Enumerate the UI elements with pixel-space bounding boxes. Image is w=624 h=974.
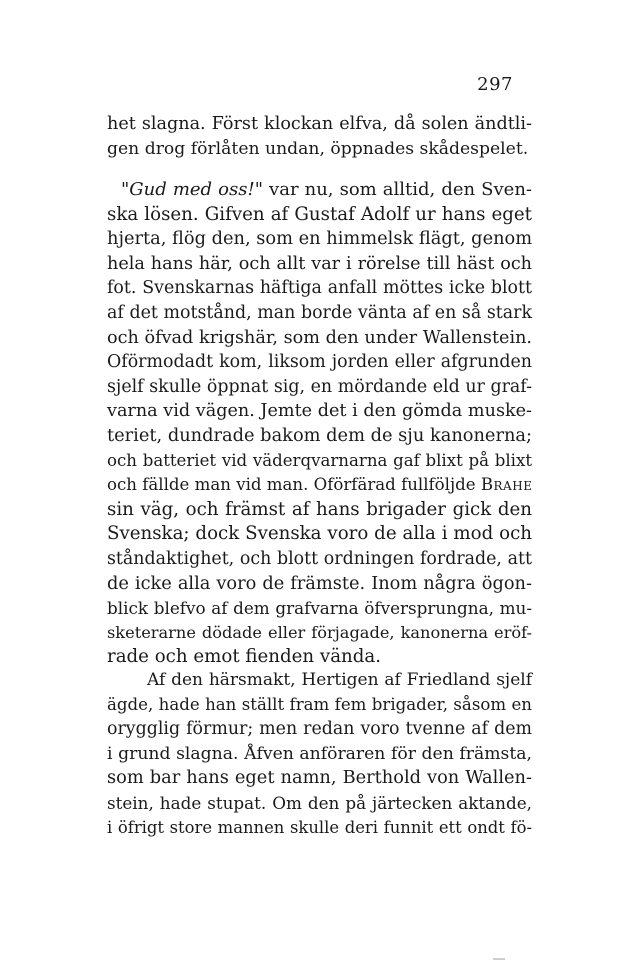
print-mark xyxy=(493,958,505,960)
text-line: rade och emot fienden vända. xyxy=(107,646,382,668)
italic-phrase: Gud med oss! xyxy=(129,179,255,200)
text-line: och öfvad krigshär, som den under Wallenstein. xyxy=(107,327,532,348)
text-line: Oförmodadt kom, liksom jorden eller afgrunden xyxy=(107,352,532,373)
text-line: gen drog förlåten undan, öppnades skådespelet. xyxy=(107,138,529,159)
text-line: som bar hans eget namn, Berthold von Wallen- xyxy=(107,767,532,789)
paragraph-3 xyxy=(107,668,532,840)
text-line: af det motstånd, man borde vänta af en så stark xyxy=(107,302,532,323)
text-line: het slagna. Först klockan elfva, då solen ändtli- xyxy=(107,114,532,134)
text-line: orygglig förmur; men redan voro tvenne af dem xyxy=(107,719,532,740)
open-quote: " xyxy=(121,179,130,200)
text-line: hjerta, flög den, som en himmelsk flägt, genom xyxy=(107,228,533,250)
text-line: sketerarne dödade eller förjagade, kanonerna eröf- xyxy=(107,622,532,642)
text-line: sjelf skulle öppnat sig, en mördande eld ur graf- xyxy=(107,376,532,397)
text-line: ägde, hade han ställt fram fem brigader, såsom en xyxy=(107,694,532,714)
text-line: blick blefvo af dem grafvarna öfversprungna, mu- xyxy=(107,598,532,619)
quote-rest: " var nu, som alltid, den Sven- xyxy=(254,179,532,200)
text-line: sin väg, och främst af hans brigader gick den xyxy=(107,498,532,520)
text-line: hela hans här, och allt var i rörelse till häst och xyxy=(107,253,532,274)
text-line-brahe xyxy=(107,473,532,498)
text-line: ska lösen. Gifven af Gustaf Adolf ur hans eget xyxy=(107,203,532,225)
text-line-quote xyxy=(107,178,532,203)
text-line: i öfrigt store mannen skulle deri funnit ett ondt fö- xyxy=(107,817,532,837)
text-line: de icke alla voro de främste. Inom några ögon- xyxy=(107,572,532,594)
text-line: teriet, dundrade bakom dem de sju kanonerna; xyxy=(107,424,532,446)
text-line: varna vid vägen. Jemte det i den gömda muske- xyxy=(107,401,532,422)
page-number: 297 xyxy=(477,74,513,95)
brahe-line-text: och fällde man vid man. Oförfärad fullföljde xyxy=(107,475,481,495)
paragraph-2 xyxy=(107,178,532,670)
text-line: fot. Svenskarnas häftiga anfall möttes icke blott xyxy=(107,278,532,299)
text-line: i grund slagna. Åfven anföraren för den främsta, xyxy=(107,743,532,764)
brahe-name: Brahe xyxy=(480,475,533,495)
text-line: Af den härsmakt, Hertigen af Friedland sjelf xyxy=(147,670,532,690)
text-line: och batteriet vid väderqvarnarna gaf blixt på blixt xyxy=(107,450,532,470)
text-line: ståndaktighet, och blott ordningen fordrade, att xyxy=(107,548,532,569)
paragraph-1 xyxy=(107,112,532,161)
text-line: Svenska; dock Svenska voro de alla i mod och xyxy=(107,523,532,545)
text-line: stein, hade stupat. Om den på järtecken aktande, xyxy=(107,792,532,813)
